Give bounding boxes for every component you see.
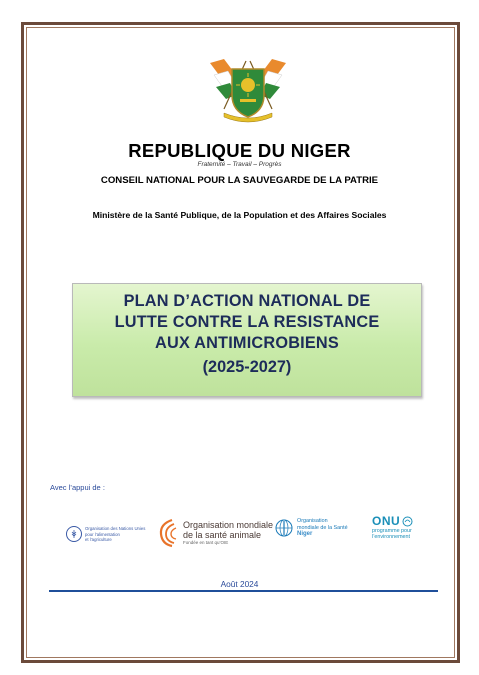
- plan-title-line-3: AUX ANTIMICROBIENS: [155, 334, 339, 352]
- woah-logo: [158, 518, 273, 548]
- fao-text-line: Organisation des Nations Unies: [85, 526, 146, 531]
- niger-coat-of-arms-icon: [202, 55, 294, 123]
- plan-title-box: [72, 283, 422, 397]
- woah-logo-text: [183, 520, 273, 546]
- national-motto: Fraternité – Travail – Progrès: [197, 161, 282, 168]
- who-logo-icon: [274, 518, 294, 538]
- fao-logo-icon: [66, 526, 82, 542]
- fao-logo: [66, 526, 145, 543]
- unep-subtext: [372, 528, 413, 540]
- support-label: Avec l’appui de :: [50, 483, 105, 492]
- ministry-name: Ministère de la Santé Publique, de la Population et des Affaires Sociales: [92, 210, 387, 220]
- woah-text-line: Organisation mondiale: [183, 520, 274, 530]
- unep-text-line: l’environnement: [372, 534, 411, 540]
- country-title: REPUBLIQUE DU NIGER: [128, 140, 351, 161]
- woah-logo-icon: [158, 518, 180, 548]
- fao-logo-text: [85, 526, 145, 543]
- council-name: CONSEIL NATIONAL POUR LA SAUVEGARDE DE LA PATRIE: [100, 175, 379, 186]
- unep-text-line: programme pour: [372, 528, 412, 534]
- plan-title-line-1: PLAN D’ACTION NATIONAL DE: [123, 292, 371, 310]
- woah-text-line: de la santé animale: [183, 530, 262, 540]
- who-logo: [274, 518, 348, 538]
- who-text-line: Organisation: [297, 518, 328, 525]
- fao-text-line: pour l’alimentation: [85, 531, 120, 537]
- woah-subtext: Fondée en tant qu’OIE: [183, 540, 229, 545]
- unep-logo: [372, 514, 413, 540]
- who-text-line: mondiale de la Santé: [297, 524, 348, 531]
- fao-text-line: et l’agriculture: [85, 537, 112, 543]
- unep-title: ONU: [372, 514, 401, 528]
- plan-years: (2025-2027): [202, 358, 292, 376]
- plan-title-line-2: LUTTE CONTRE LA RESISTANCE: [114, 313, 380, 331]
- who-logo-text: [297, 518, 348, 537]
- footer-rule: [49, 590, 438, 592]
- publication-date: Août 2024: [220, 579, 259, 589]
- unep-logo-icon: [402, 516, 413, 527]
- who-country: Niger: [297, 531, 313, 538]
